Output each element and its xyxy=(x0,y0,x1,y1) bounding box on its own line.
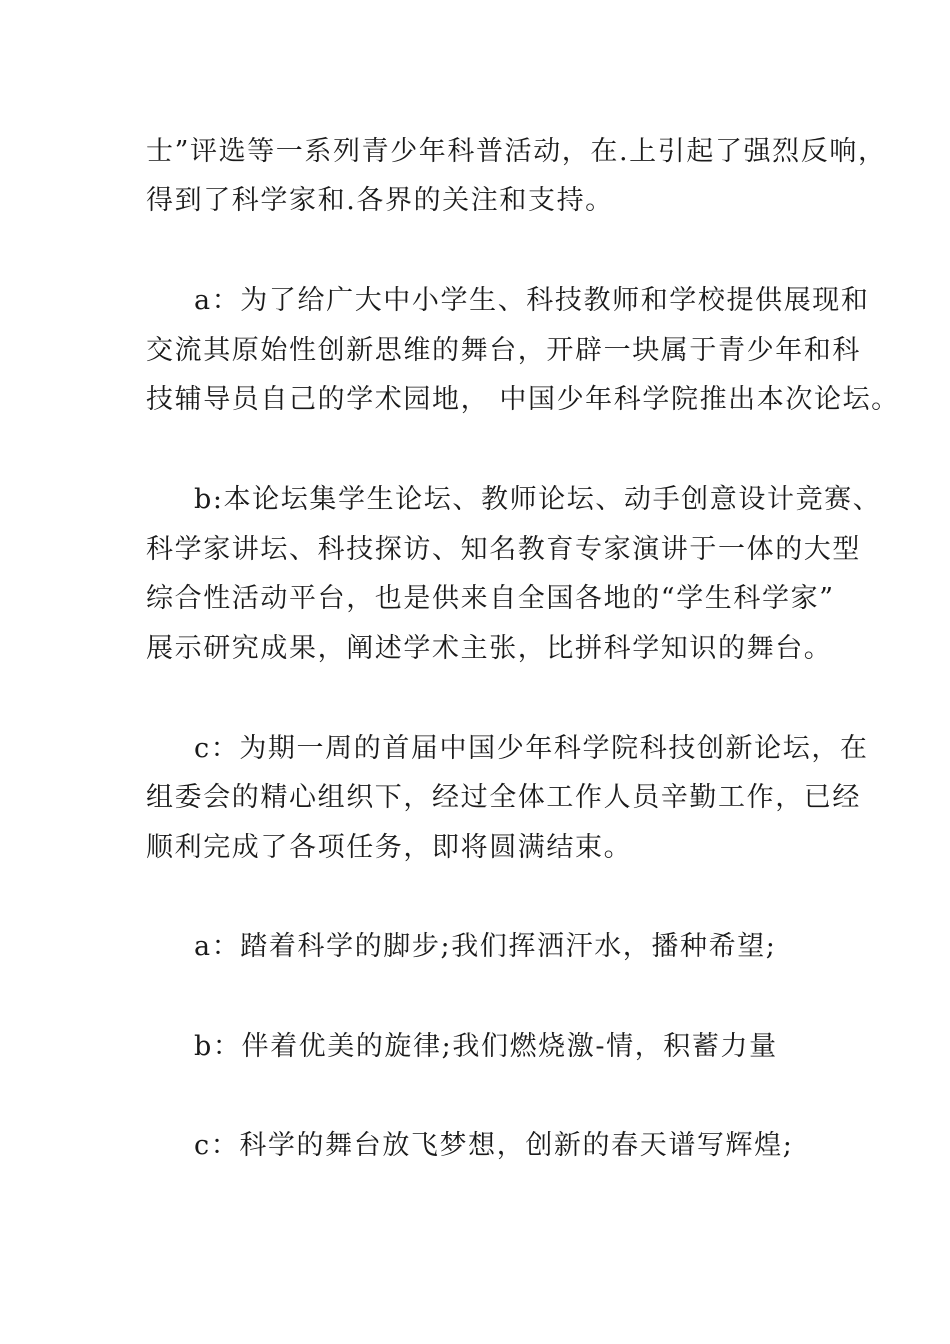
paragraph-line: 展示研究成果，阐述学术主张，比拼科学知识的舞台。 xyxy=(146,633,833,664)
paragraph-line: b:本论坛集学生论坛、教师论坛、动手创意设计竞赛、 xyxy=(194,484,882,515)
paragraph-line: 综合性活动平台，也是供来自全国各地的“学生科学家” xyxy=(146,583,835,614)
paragraph-line: 交流其原始性创新思维的舞台，开辟一块属于青少年和科 xyxy=(146,335,861,366)
paragraph-line: 顺利完成了各项任务，即将圆满结束。 xyxy=(146,832,633,863)
paragraph-line: 技辅导员自己的学术园地， 中国少年科学院推出本次论坛。 xyxy=(146,384,900,415)
paragraph-line: 士”评选等一系列青少年科普活动，在.上引起了强烈反响， xyxy=(146,136,887,167)
paragraph-line: 科学家讲坛、科技探访、知名教育专家演讲于一体的大型 xyxy=(146,534,861,565)
paragraph-line: b：伴着优美的旋律;我们燃烧激-情，积蓄力量 xyxy=(194,1031,778,1062)
paragraph-line: 组委会的精心组织下，经过全体工作人员辛勤工作，已经 xyxy=(146,782,861,813)
paragraph-line: a：为了给广大中小学生、科技教师和学校提供展现和 xyxy=(194,285,870,316)
paragraph-line: c：为期一周的首届中国少年科学院科技创新论坛，在 xyxy=(194,733,869,764)
paragraph-line: 得到了科学家和.各界的关注和支持。 xyxy=(146,185,614,216)
paragraph-line: a：踏着科学的脚步;我们挥洒汗水，播种希望; xyxy=(194,931,777,962)
paragraph-line: c：科学的舞台放飞梦想，创新的春天谱写辉煌; xyxy=(194,1130,794,1161)
